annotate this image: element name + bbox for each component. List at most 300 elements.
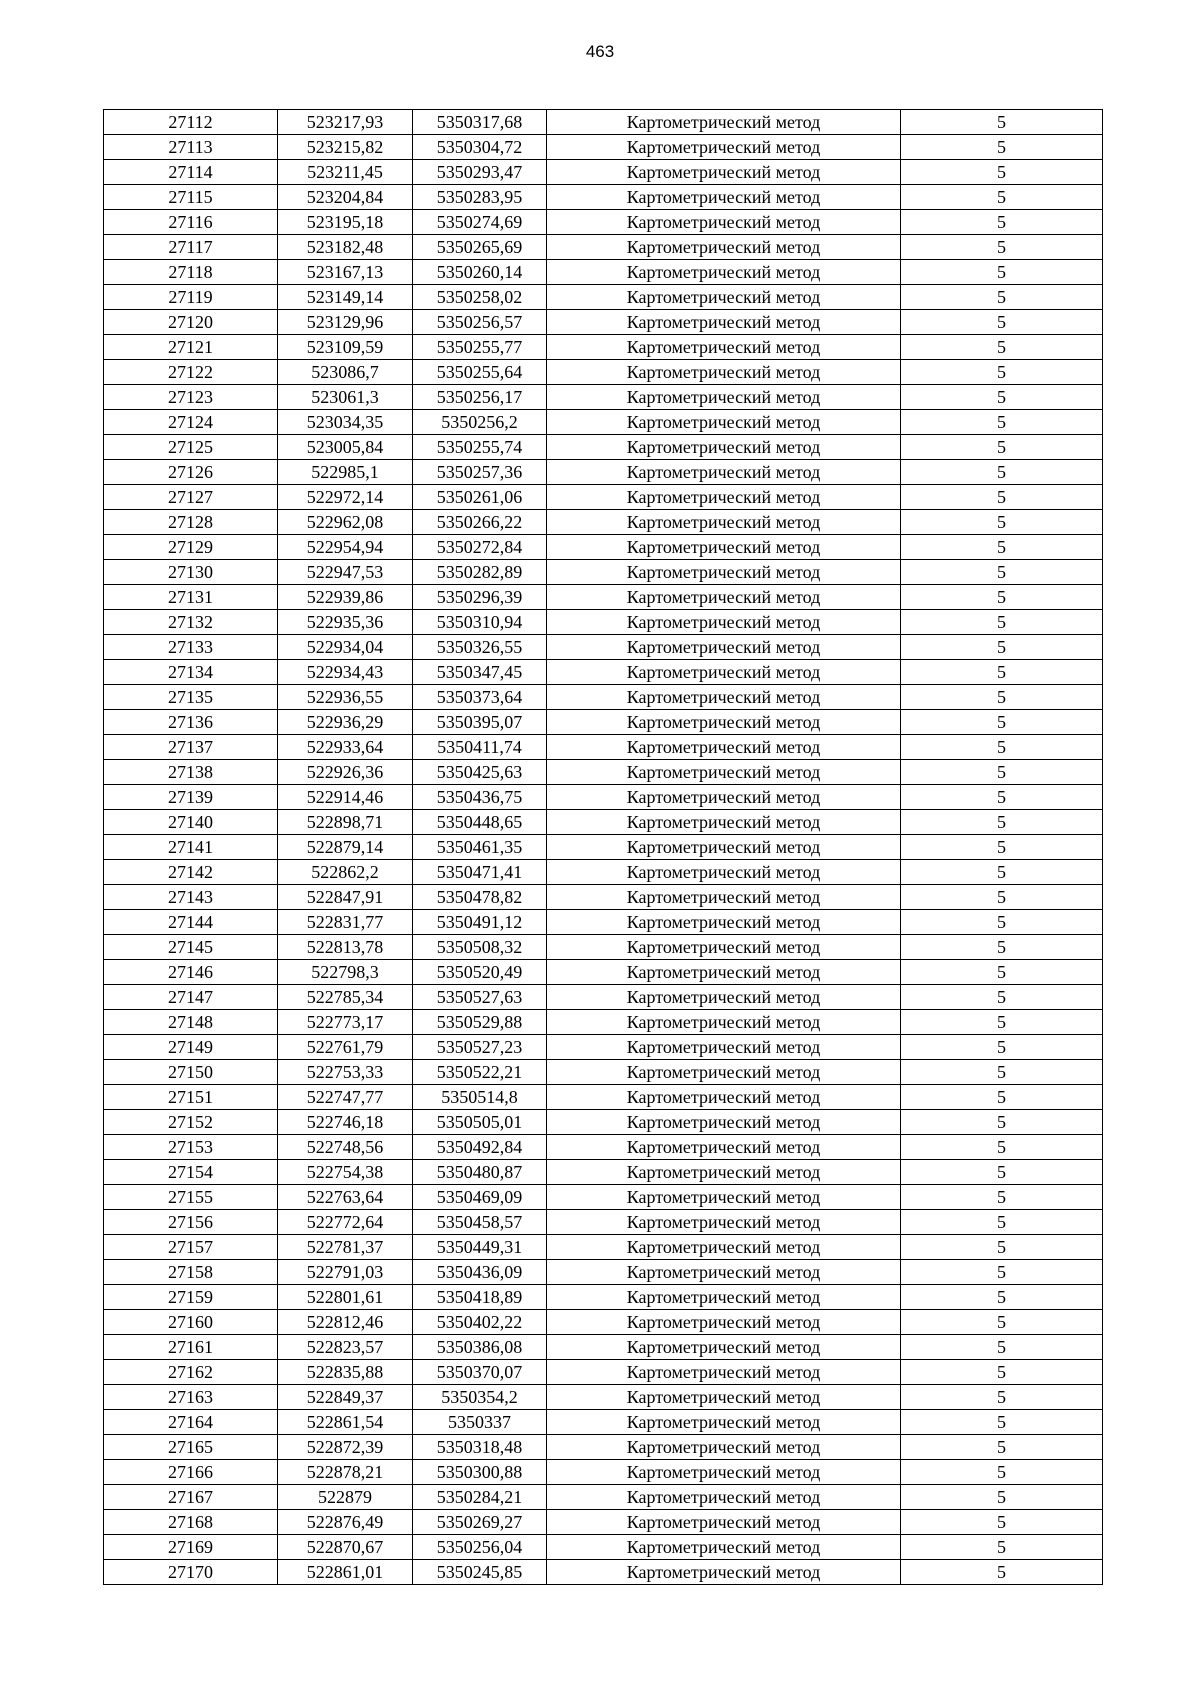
table-row: [104, 1360, 1103, 1385]
table-row: [104, 135, 1103, 160]
method-cell: Картометрический метод: [547, 510, 901, 535]
method-cell: Картометрический метод: [547, 735, 901, 760]
table-row: [104, 285, 1103, 310]
accuracy-cell: 5: [901, 860, 1103, 885]
table-row: [104, 235, 1103, 260]
point-number-cell: 27121: [104, 335, 278, 360]
table-row: [104, 585, 1103, 610]
table-row: [104, 960, 1103, 985]
table-row: [104, 935, 1103, 960]
table-row: [104, 535, 1103, 560]
table-row: [104, 1435, 1103, 1460]
accuracy-cell: 5: [901, 1185, 1103, 1210]
y-coordinate-cell: 5350480,87: [413, 1160, 547, 1185]
accuracy-cell: 5: [901, 1235, 1103, 1260]
method-cell: Картометрический метод: [547, 160, 901, 185]
method-cell: Картометрический метод: [547, 835, 901, 860]
point-number-cell: 27113: [104, 135, 278, 160]
table-row: [104, 760, 1103, 785]
table-row: [104, 185, 1103, 210]
point-number-cell: 27162: [104, 1360, 278, 1385]
y-coordinate-cell: 5350529,88: [413, 1010, 547, 1035]
accuracy-cell: 5: [901, 1160, 1103, 1185]
point-number-cell: 27142: [104, 860, 278, 885]
point-number-cell: 27137: [104, 735, 278, 760]
y-coordinate-cell: 5350256,2: [413, 410, 547, 435]
accuracy-cell: 5: [901, 1560, 1103, 1585]
accuracy-cell: 5: [901, 510, 1103, 535]
method-cell: Картометрический метод: [547, 1410, 901, 1435]
x-coordinate-cell: 522831,77: [278, 910, 413, 935]
y-coordinate-cell: 5350461,35: [413, 835, 547, 860]
point-number-cell: 27152: [104, 1110, 278, 1135]
point-number-cell: 27123: [104, 385, 278, 410]
x-coordinate-cell: 522748,56: [278, 1135, 413, 1160]
table-row: [104, 1260, 1103, 1285]
table-row: [104, 685, 1103, 710]
point-number-cell: 27114: [104, 160, 278, 185]
y-coordinate-cell: 5350261,06: [413, 485, 547, 510]
accuracy-cell: 5: [901, 1485, 1103, 1510]
point-number-cell: 27141: [104, 835, 278, 860]
x-coordinate-cell: 522763,64: [278, 1185, 413, 1210]
x-coordinate-cell: 522936,55: [278, 685, 413, 710]
table-row: [104, 860, 1103, 885]
method-cell: Картометрический метод: [547, 710, 901, 735]
table-row: [104, 1560, 1103, 1585]
table-row: [104, 1335, 1103, 1360]
accuracy-cell: 5: [901, 910, 1103, 935]
x-coordinate-cell: 522753,33: [278, 1060, 413, 1085]
point-number-cell: 27155: [104, 1185, 278, 1210]
point-number-cell: 27170: [104, 1560, 278, 1585]
method-cell: Картометрический метод: [547, 260, 901, 285]
method-cell: Картометрический метод: [547, 785, 901, 810]
x-coordinate-cell: 522926,36: [278, 760, 413, 785]
point-number-cell: 27151: [104, 1085, 278, 1110]
x-coordinate-cell: 522772,64: [278, 1210, 413, 1235]
method-cell: Картометрический метод: [547, 1285, 901, 1310]
x-coordinate-cell: 522914,46: [278, 785, 413, 810]
x-coordinate-cell: 522823,57: [278, 1335, 413, 1360]
y-coordinate-cell: 5350527,23: [413, 1035, 547, 1060]
accuracy-cell: 5: [901, 1335, 1103, 1360]
x-coordinate-cell: 523211,45: [278, 160, 413, 185]
method-cell: Картометрический метод: [547, 1460, 901, 1485]
y-coordinate-cell: 5350520,49: [413, 960, 547, 985]
point-number-cell: 27129: [104, 535, 278, 560]
y-coordinate-cell: 5350448,65: [413, 810, 547, 835]
method-cell: Картометрический метод: [547, 910, 901, 935]
method-cell: Картометрический метод: [547, 660, 901, 685]
y-coordinate-cell: 5350272,84: [413, 535, 547, 560]
accuracy-cell: 5: [901, 560, 1103, 585]
method-cell: Картометрический метод: [547, 1310, 901, 1335]
point-number-cell: 27125: [104, 435, 278, 460]
method-cell: Картометрический метод: [547, 1060, 901, 1085]
method-cell: Картометрический метод: [547, 185, 901, 210]
method-cell: Картометрический метод: [547, 1385, 901, 1410]
method-cell: Картометрический метод: [547, 760, 901, 785]
x-coordinate-cell: 522781,37: [278, 1235, 413, 1260]
accuracy-cell: 5: [901, 1360, 1103, 1385]
x-coordinate-cell: 522954,94: [278, 535, 413, 560]
method-cell: Картометрический метод: [547, 1210, 901, 1235]
y-coordinate-cell: 5350527,63: [413, 985, 547, 1010]
x-coordinate-cell: 522847,91: [278, 885, 413, 910]
y-coordinate-cell: 5350492,84: [413, 1135, 547, 1160]
table-row: [104, 735, 1103, 760]
method-cell: Картометрический метод: [547, 360, 901, 385]
point-number-cell: 27115: [104, 185, 278, 210]
method-cell: Картометрический метод: [547, 585, 901, 610]
table-row: [104, 1185, 1103, 1210]
table-row: [104, 1160, 1103, 1185]
method-cell: Картометрический метод: [547, 210, 901, 235]
y-coordinate-cell: 5350258,02: [413, 285, 547, 310]
accuracy-cell: 5: [901, 435, 1103, 460]
method-cell: Картометрический метод: [547, 1260, 901, 1285]
method-cell: Картометрический метод: [547, 1235, 901, 1260]
method-cell: Картометрический метод: [547, 1435, 901, 1460]
x-coordinate-cell: 522861,01: [278, 1560, 413, 1585]
table-row: [104, 210, 1103, 235]
point-number-cell: 27136: [104, 710, 278, 735]
accuracy-cell: 5: [901, 1435, 1103, 1460]
table-row: [104, 1535, 1103, 1560]
accuracy-cell: 5: [901, 785, 1103, 810]
method-cell: Картометрический метод: [547, 1185, 901, 1210]
method-cell: Картометрический метод: [547, 1535, 901, 1560]
y-coordinate-cell: 5350255,64: [413, 360, 547, 385]
accuracy-cell: 5: [901, 635, 1103, 660]
table-row: [104, 1060, 1103, 1085]
y-coordinate-cell: 5350514,8: [413, 1085, 547, 1110]
point-number-cell: 27144: [104, 910, 278, 935]
y-coordinate-cell: 5350347,45: [413, 660, 547, 685]
accuracy-cell: 5: [901, 1410, 1103, 1435]
point-number-cell: 27131: [104, 585, 278, 610]
x-coordinate-cell: 522898,71: [278, 810, 413, 835]
table-row: [104, 1285, 1103, 1310]
accuracy-cell: 5: [901, 135, 1103, 160]
accuracy-cell: 5: [901, 1085, 1103, 1110]
y-coordinate-cell: 5350522,21: [413, 1060, 547, 1085]
point-number-cell: 27167: [104, 1485, 278, 1510]
method-cell: Картометрический метод: [547, 635, 901, 660]
table-row: [104, 1410, 1103, 1435]
accuracy-cell: 5: [901, 1460, 1103, 1485]
point-number-cell: 27119: [104, 285, 278, 310]
method-cell: Картометрический метод: [547, 1010, 901, 1035]
method-cell: Картометрический метод: [547, 810, 901, 835]
x-coordinate-cell: 523217,93: [278, 110, 413, 135]
accuracy-cell: 5: [901, 1035, 1103, 1060]
accuracy-cell: 5: [901, 310, 1103, 335]
accuracy-cell: 5: [901, 460, 1103, 485]
y-coordinate-cell: 5350436,75: [413, 785, 547, 810]
x-coordinate-cell: 523109,59: [278, 335, 413, 360]
table-row: [104, 485, 1103, 510]
table-row: [104, 1385, 1103, 1410]
table-row: [104, 1510, 1103, 1535]
method-cell: Картометрический метод: [547, 985, 901, 1010]
table-row: [104, 560, 1103, 585]
x-coordinate-cell: 523215,82: [278, 135, 413, 160]
y-coordinate-cell: 5350304,72: [413, 135, 547, 160]
accuracy-cell: 5: [901, 1310, 1103, 1335]
method-cell: Картометрический метод: [547, 335, 901, 360]
x-coordinate-cell: 522761,79: [278, 1035, 413, 1060]
table-row: [104, 435, 1103, 460]
x-coordinate-cell: 522872,39: [278, 1435, 413, 1460]
y-coordinate-cell: 5350478,82: [413, 885, 547, 910]
y-coordinate-cell: 5350274,69: [413, 210, 547, 235]
table-row: [104, 660, 1103, 685]
x-coordinate-cell: 522813,78: [278, 935, 413, 960]
table-row: [104, 710, 1103, 735]
y-coordinate-cell: 5350283,95: [413, 185, 547, 210]
table-row: [104, 1135, 1103, 1160]
y-coordinate-cell: 5350337: [413, 1410, 547, 1435]
accuracy-cell: 5: [901, 485, 1103, 510]
point-number-cell: 27118: [104, 260, 278, 285]
table-row: [104, 1210, 1103, 1235]
y-coordinate-cell: 5350395,07: [413, 710, 547, 735]
accuracy-cell: 5: [901, 360, 1103, 385]
point-number-cell: 27168: [104, 1510, 278, 1535]
y-coordinate-cell: 5350508,32: [413, 935, 547, 960]
point-number-cell: 27158: [104, 1260, 278, 1285]
accuracy-cell: 5: [901, 810, 1103, 835]
x-coordinate-cell: 523167,13: [278, 260, 413, 285]
y-coordinate-cell: 5350284,21: [413, 1485, 547, 1510]
x-coordinate-cell: 522936,29: [278, 710, 413, 735]
point-number-cell: 27156: [104, 1210, 278, 1235]
x-coordinate-cell: 523061,3: [278, 385, 413, 410]
y-coordinate-cell: 5350354,2: [413, 1385, 547, 1410]
method-cell: Картометрический метод: [547, 135, 901, 160]
point-number-cell: 27139: [104, 785, 278, 810]
table-row: [104, 835, 1103, 860]
method-cell: Картометрический метод: [547, 385, 901, 410]
x-coordinate-cell: 522862,2: [278, 860, 413, 885]
y-coordinate-cell: 5350326,55: [413, 635, 547, 660]
accuracy-cell: 5: [901, 660, 1103, 685]
y-coordinate-cell: 5350418,89: [413, 1285, 547, 1310]
method-cell: Картометрический метод: [547, 110, 901, 135]
y-coordinate-cell: 5350373,64: [413, 685, 547, 710]
x-coordinate-cell: 522934,43: [278, 660, 413, 685]
table-row: [104, 1035, 1103, 1060]
point-number-cell: 27112: [104, 110, 278, 135]
method-cell: Картометрический метод: [547, 1160, 901, 1185]
method-cell: Картометрический метод: [547, 1485, 901, 1510]
method-cell: Картометрический метод: [547, 535, 901, 560]
point-number-cell: 27145: [104, 935, 278, 960]
accuracy-cell: 5: [901, 1210, 1103, 1235]
method-cell: Картометрический метод: [547, 560, 901, 585]
table-row: [104, 385, 1103, 410]
accuracy-cell: 5: [901, 260, 1103, 285]
point-number-cell: 27159: [104, 1285, 278, 1310]
y-coordinate-cell: 5350436,09: [413, 1260, 547, 1285]
y-coordinate-cell: 5350260,14: [413, 260, 547, 285]
x-coordinate-cell: 522849,37: [278, 1385, 413, 1410]
point-number-cell: 27122: [104, 360, 278, 385]
accuracy-cell: 5: [901, 385, 1103, 410]
x-coordinate-cell: 522791,03: [278, 1260, 413, 1285]
y-coordinate-cell: 5350425,63: [413, 760, 547, 785]
x-coordinate-cell: 522933,64: [278, 735, 413, 760]
table-row: [104, 985, 1103, 1010]
y-coordinate-cell: 5350318,48: [413, 1435, 547, 1460]
y-coordinate-cell: 5350293,47: [413, 160, 547, 185]
table-row: [104, 1460, 1103, 1485]
x-coordinate-cell: 522985,1: [278, 460, 413, 485]
accuracy-cell: 5: [901, 835, 1103, 860]
table-row: [104, 1110, 1103, 1135]
method-cell: Картометрический метод: [547, 235, 901, 260]
method-cell: Картометрический метод: [547, 1035, 901, 1060]
point-number-cell: 27140: [104, 810, 278, 835]
accuracy-cell: 5: [901, 410, 1103, 435]
point-number-cell: 27165: [104, 1435, 278, 1460]
y-coordinate-cell: 5350255,74: [413, 435, 547, 460]
accuracy-cell: 5: [901, 210, 1103, 235]
point-number-cell: 27160: [104, 1310, 278, 1335]
accuracy-cell: 5: [901, 960, 1103, 985]
x-coordinate-cell: 523195,18: [278, 210, 413, 235]
method-cell: Картометрический метод: [547, 1560, 901, 1585]
point-number-cell: 27143: [104, 885, 278, 910]
x-coordinate-cell: 522934,04: [278, 635, 413, 660]
point-number-cell: 27147: [104, 985, 278, 1010]
point-number-cell: 27164: [104, 1410, 278, 1435]
x-coordinate-cell: 522879: [278, 1485, 413, 1510]
y-coordinate-cell: 5350370,07: [413, 1360, 547, 1385]
x-coordinate-cell: 522798,3: [278, 960, 413, 985]
x-coordinate-cell: 523086,7: [278, 360, 413, 385]
point-number-cell: 27148: [104, 1010, 278, 1035]
point-number-cell: 27135: [104, 685, 278, 710]
y-coordinate-cell: 5350300,88: [413, 1460, 547, 1485]
accuracy-cell: 5: [901, 160, 1103, 185]
table-row: [104, 635, 1103, 660]
x-coordinate-cell: 522876,49: [278, 1510, 413, 1535]
method-cell: Картометрический метод: [547, 685, 901, 710]
table-row: [104, 310, 1103, 335]
accuracy-cell: 5: [901, 1010, 1103, 1035]
y-coordinate-cell: 5350402,22: [413, 1310, 547, 1335]
y-coordinate-cell: 5350255,77: [413, 335, 547, 360]
accuracy-cell: 5: [901, 110, 1103, 135]
x-coordinate-cell: 522879,14: [278, 835, 413, 860]
y-coordinate-cell: 5350256,04: [413, 1535, 547, 1560]
x-coordinate-cell: 523182,48: [278, 235, 413, 260]
x-coordinate-cell: 522947,53: [278, 560, 413, 585]
table-row: [104, 360, 1103, 385]
point-number-cell: 27128: [104, 510, 278, 535]
x-coordinate-cell: 522878,21: [278, 1460, 413, 1485]
y-coordinate-cell: 5350317,68: [413, 110, 547, 135]
point-number-cell: 27117: [104, 235, 278, 260]
accuracy-cell: 5: [901, 710, 1103, 735]
accuracy-cell: 5: [901, 185, 1103, 210]
accuracy-cell: 5: [901, 1110, 1103, 1135]
y-coordinate-cell: 5350449,31: [413, 1235, 547, 1260]
point-number-cell: 27161: [104, 1335, 278, 1360]
accuracy-cell: 5: [901, 335, 1103, 360]
method-cell: Картометрический метод: [547, 410, 901, 435]
point-number-cell: 27169: [104, 1535, 278, 1560]
table-row: [104, 1485, 1103, 1510]
x-coordinate-cell: 522939,86: [278, 585, 413, 610]
method-cell: Картометрический метод: [547, 435, 901, 460]
table-row: [104, 910, 1103, 935]
accuracy-cell: 5: [901, 235, 1103, 260]
x-coordinate-cell: 522835,88: [278, 1360, 413, 1385]
method-cell: Картометрический метод: [547, 485, 901, 510]
point-number-cell: 27116: [104, 210, 278, 235]
x-coordinate-cell: 522747,77: [278, 1085, 413, 1110]
table-row: [104, 410, 1103, 435]
accuracy-cell: 5: [901, 1060, 1103, 1085]
y-coordinate-cell: 5350257,36: [413, 460, 547, 485]
point-number-cell: 27149: [104, 1035, 278, 1060]
accuracy-cell: 5: [901, 1510, 1103, 1535]
method-cell: Картометрический метод: [547, 935, 901, 960]
x-coordinate-cell: 522773,17: [278, 1010, 413, 1035]
method-cell: Картометрический метод: [547, 860, 901, 885]
table-row: [104, 885, 1103, 910]
y-coordinate-cell: 5350411,74: [413, 735, 547, 760]
y-coordinate-cell: 5350386,08: [413, 1335, 547, 1360]
accuracy-cell: 5: [901, 585, 1103, 610]
point-number-cell: 27133: [104, 635, 278, 660]
page-number: 463: [585, 42, 615, 61]
point-number-cell: 27153: [104, 1135, 278, 1160]
table-body: [104, 110, 1103, 1585]
method-cell: Картометрический метод: [547, 885, 901, 910]
accuracy-cell: 5: [901, 1135, 1103, 1160]
point-number-cell: 27146: [104, 960, 278, 985]
method-cell: Картометрический метод: [547, 285, 901, 310]
x-coordinate-cell: 522962,08: [278, 510, 413, 535]
y-coordinate-cell: 5350256,17: [413, 385, 547, 410]
method-cell: Картометрический метод: [547, 310, 901, 335]
accuracy-cell: 5: [901, 1285, 1103, 1310]
accuracy-cell: 5: [901, 885, 1103, 910]
x-coordinate-cell: 522746,18: [278, 1110, 413, 1135]
x-coordinate-cell: 523034,35: [278, 410, 413, 435]
y-coordinate-cell: 5350469,09: [413, 1185, 547, 1210]
y-coordinate-cell: 5350505,01: [413, 1110, 547, 1135]
point-number-cell: 27134: [104, 660, 278, 685]
y-coordinate-cell: 5350266,22: [413, 510, 547, 535]
x-coordinate-cell: 522935,36: [278, 610, 413, 635]
table-row: [104, 110, 1103, 135]
table-row: [104, 335, 1103, 360]
table-row: [104, 260, 1103, 285]
table-row: [104, 510, 1103, 535]
table-row: [104, 160, 1103, 185]
y-coordinate-cell: 5350282,89: [413, 560, 547, 585]
y-coordinate-cell: 5350265,69: [413, 235, 547, 260]
x-coordinate-cell: 522870,67: [278, 1535, 413, 1560]
accuracy-cell: 5: [901, 285, 1103, 310]
method-cell: Картометрический метод: [547, 1335, 901, 1360]
